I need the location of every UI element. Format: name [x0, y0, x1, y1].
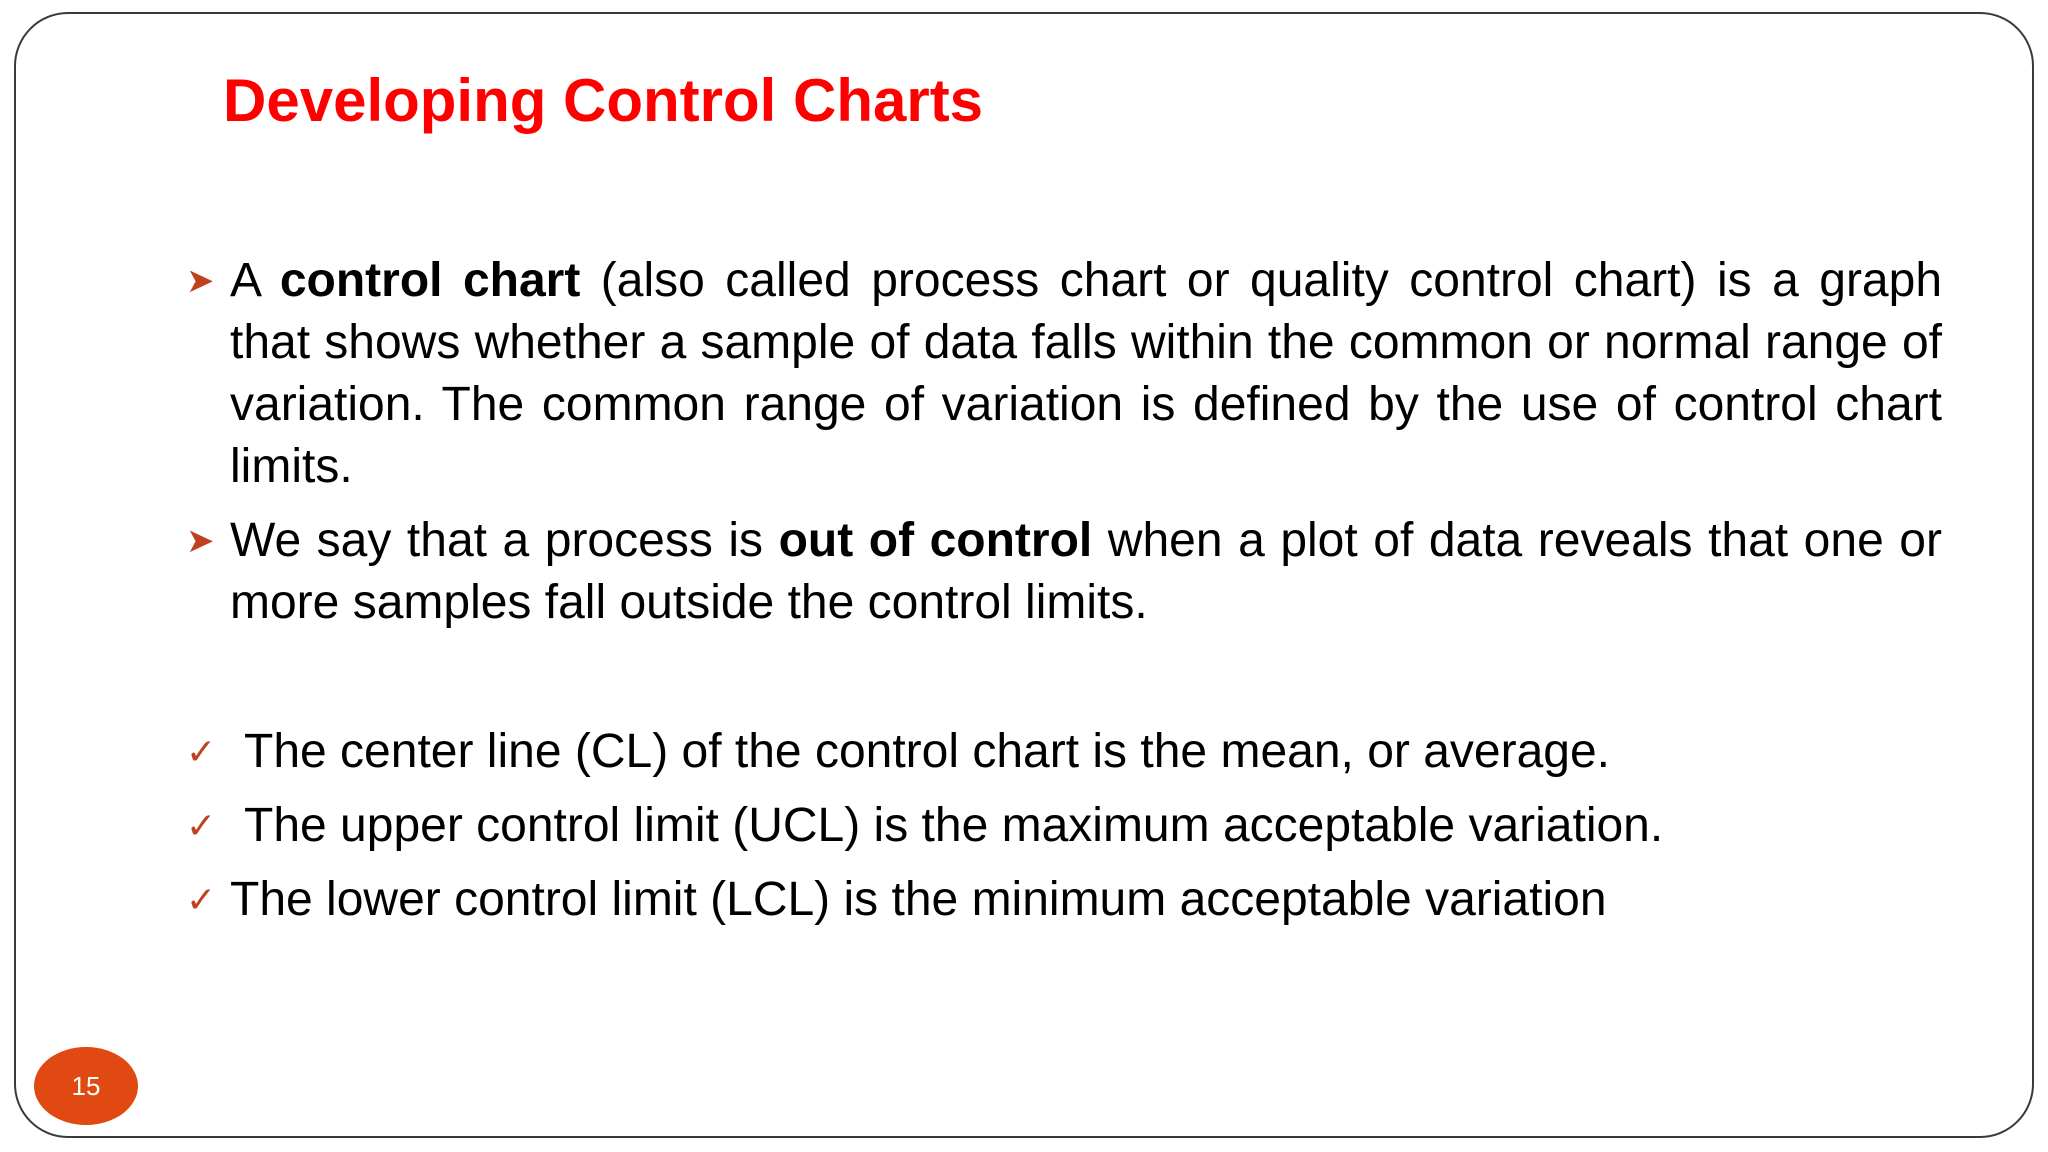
bullet-text-part: A [230, 254, 280, 307]
bullet-term-control-chart: control chart [279, 254, 581, 307]
bullet-item [186, 250, 1942, 498]
bullet-list [186, 250, 1942, 646]
arrowhead-bullet-icon: ➤ [186, 262, 215, 300]
bullet-text [230, 254, 1942, 493]
check-list [186, 721, 1942, 943]
arrowhead-bullet-icon: ➤ [186, 522, 215, 560]
check-item-lower-limit [186, 869, 1942, 943]
page-number-badge: 15 [34, 1047, 138, 1125]
checkmark-icon: ✓ [186, 805, 217, 846]
check-text: The center line (CL) of the control chart is the mean, or average. [244, 725, 1611, 778]
checkmark-icon: ✓ [186, 731, 217, 772]
bullet-text-part: (also called process chart or quality control chart) is a graph that shows whether a sample of data falls within the common or normal range of variation. The common range of variation is defined by the use of control chart limits. [230, 254, 1943, 493]
checkmark-icon: ✓ [186, 879, 217, 920]
check-text: The upper control limit (UCL) is the maximum acceptable variation. [244, 799, 1664, 852]
slide [14, 12, 2034, 1138]
slide-title: Developing Control Charts [223, 67, 984, 134]
bullet-text [230, 514, 1942, 629]
check-text: The lower control limit (LCL) is the minimum acceptable variation [230, 873, 1607, 926]
bullet-term-out-of-control: out of control [778, 514, 1093, 567]
bullet-item [186, 510, 1942, 634]
check-item-center-line [186, 721, 1942, 795]
bullet-text-part: We say that a process is [230, 514, 779, 567]
check-item-upper-limit [186, 795, 1942, 869]
bullet-text-part: when a plot of data reveals that one or more samples fall outside the control limits. [230, 514, 1942, 629]
